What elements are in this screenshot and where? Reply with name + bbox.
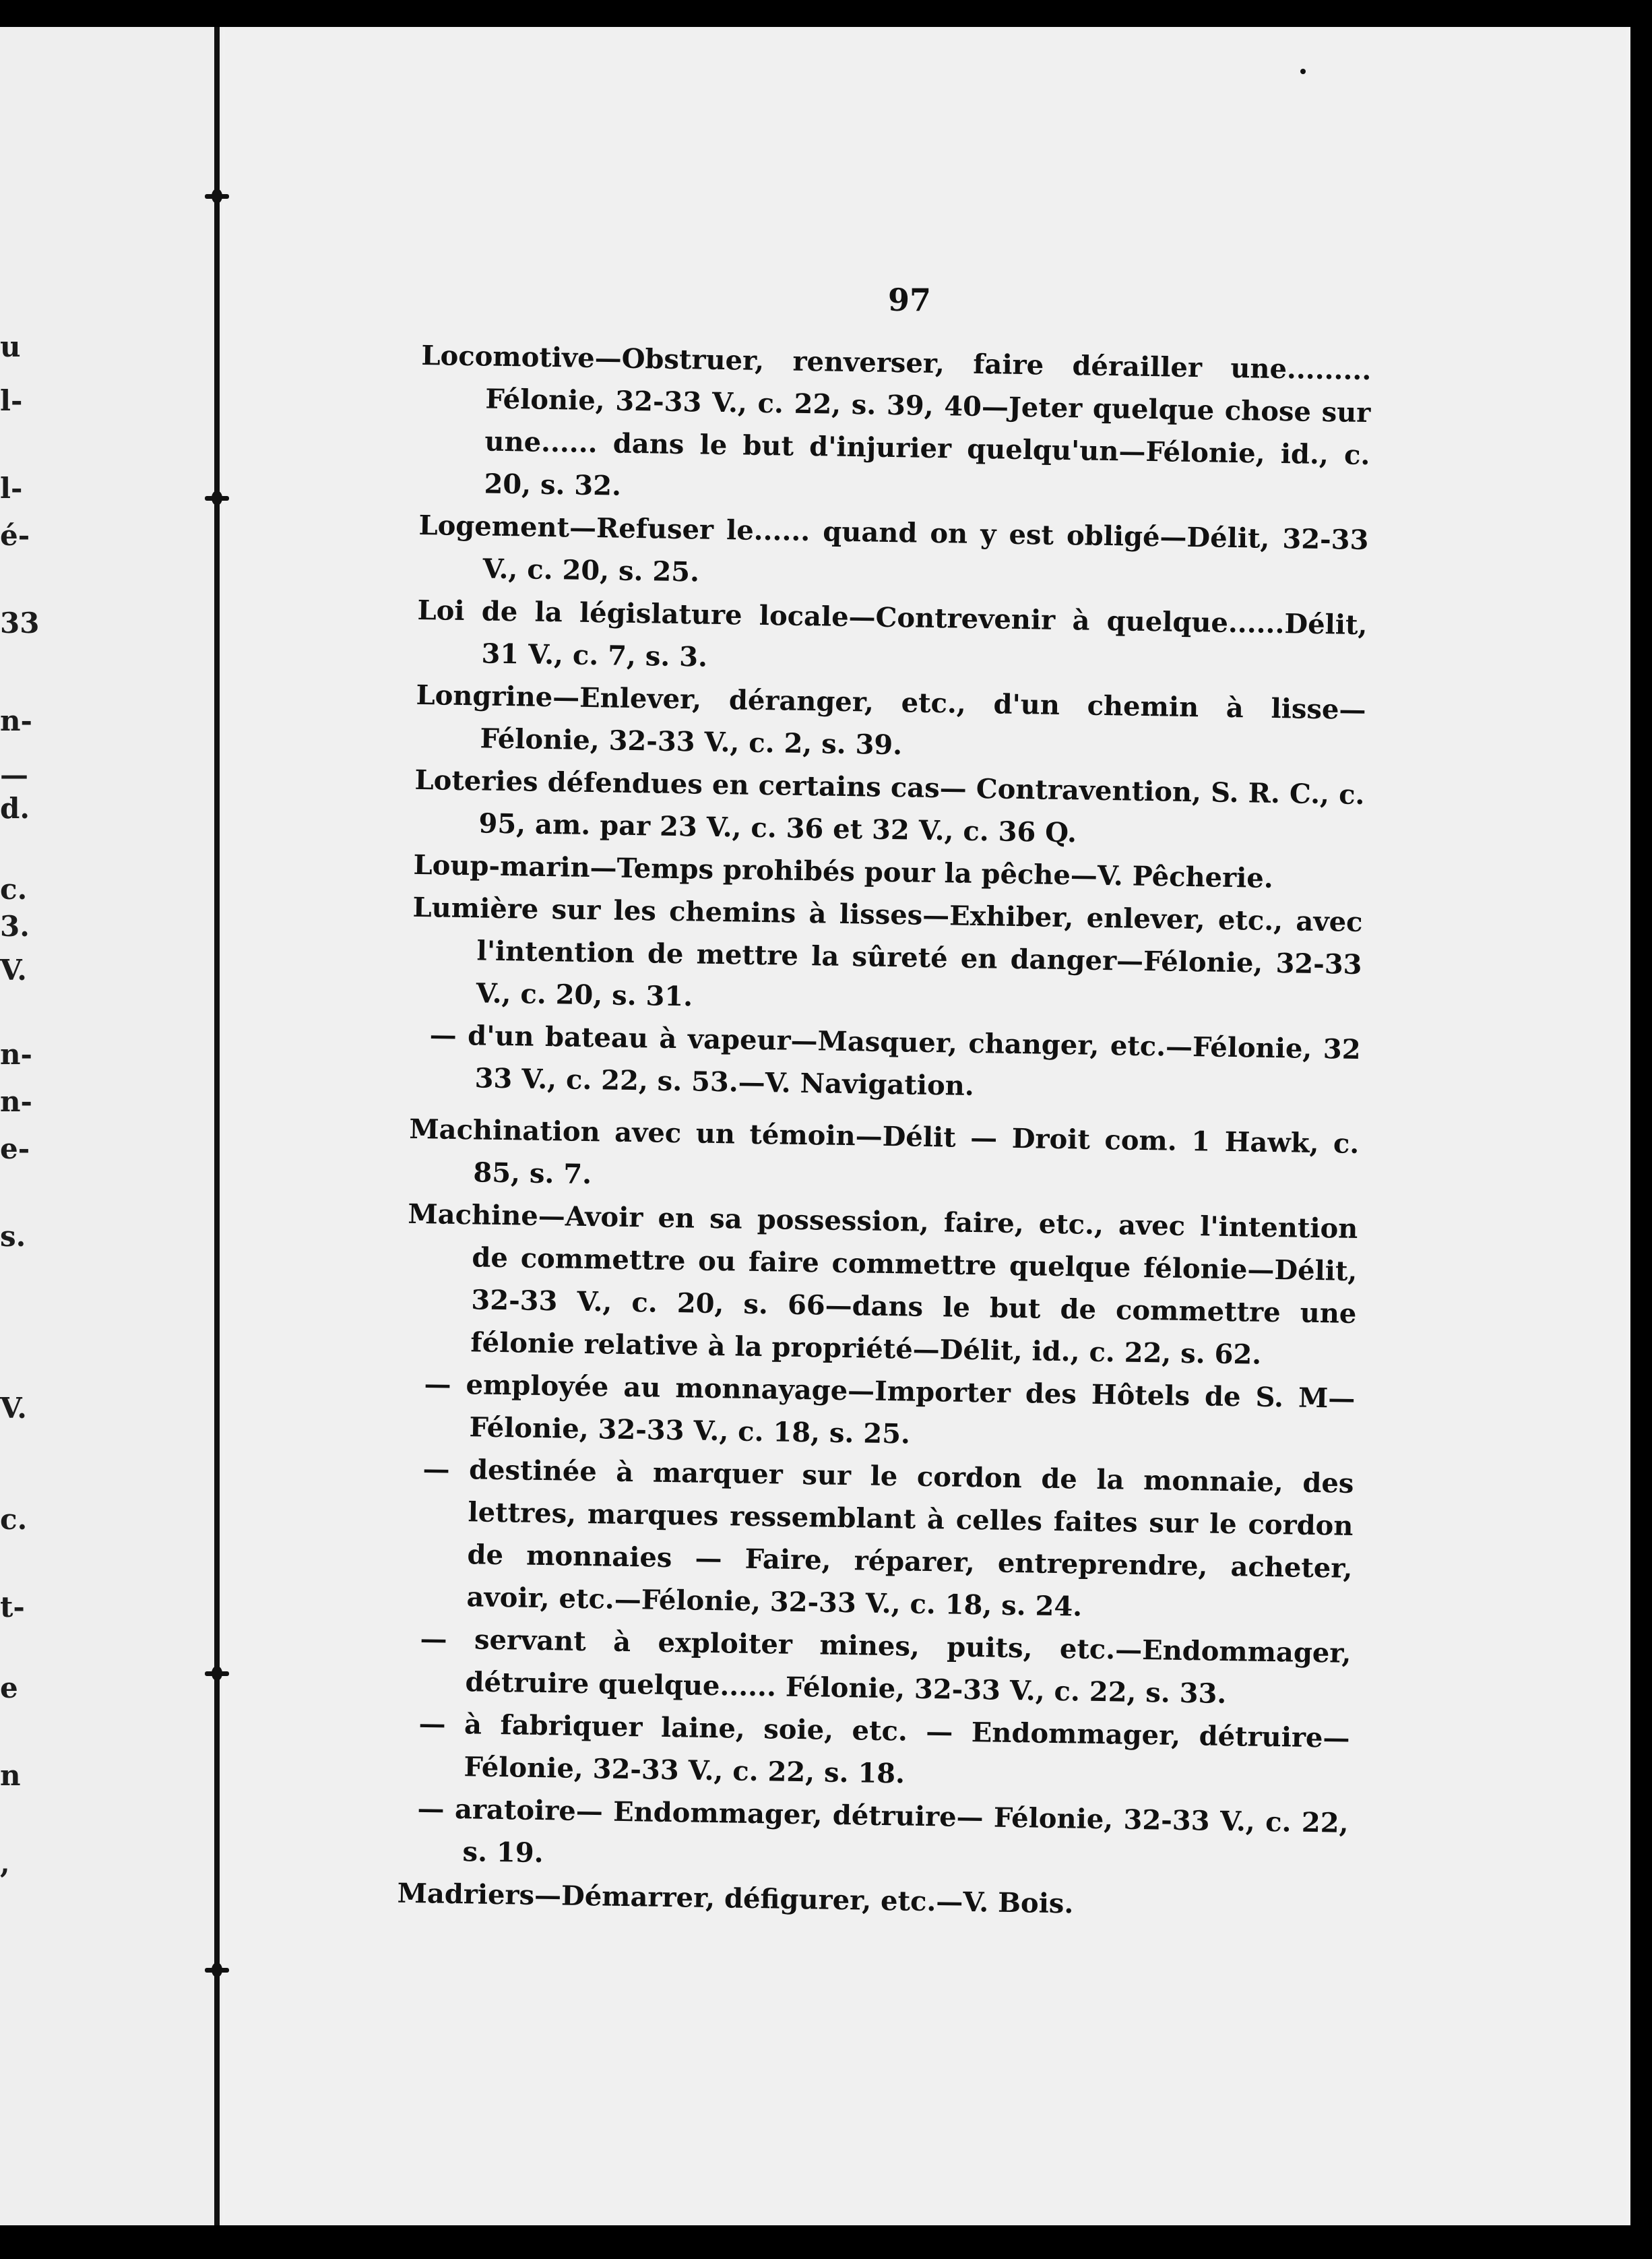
left-page-fragment: n- xyxy=(0,1038,32,1071)
left-page-fragment: l- xyxy=(0,384,23,417)
ink-speck xyxy=(1300,69,1306,74)
index-entry: — d'un bateau à vapeur—Masquer, changer, etc.—Félonie, 32 33 V., c. 22, s. 53.—V. Navigation. xyxy=(429,1019,1361,1103)
index-entry: — destinée à marquer sur le cordon de la monnaie, des lettres, marques ressemblant à celles faites sur le cordon de monnaies — Faire, réparer, entreprendre, acheter, avoir, etc.—Félonie, 32-33 V., c. 18, s. 24. xyxy=(422,1453,1354,1623)
page-number: 97 xyxy=(888,282,932,318)
left-page-fragment: u xyxy=(0,330,21,363)
index-entry: Loteries défendues en certains cas— Contravention, S. R. C., c. 95, am. par 23 V., c. 36 et 32 V., c. 36 Q. xyxy=(414,764,1365,849)
left-page-fragment: , xyxy=(0,1847,10,1880)
left-page-fragment: c. xyxy=(0,1503,28,1536)
index-entry: Locomotive—Obstruer, renverser, faire dérailler une......... Félonie, 32-33 V., c. 22, s. 39, 40—Jeter quelque chose sur une...... dans le but d'injurier quelqu'un—Félonie, id., c. 20, s. 32. xyxy=(421,339,1372,502)
left-page-fragment: d. xyxy=(0,792,30,825)
index-entry: Loup-marin—Temps prohibés pour la pêche—V. Pêcherie. xyxy=(413,848,1274,894)
binding-stitch xyxy=(205,194,229,199)
left-page-fragment: 3. xyxy=(0,910,30,943)
binding-stitch xyxy=(205,496,229,501)
binding-stitch xyxy=(205,1671,229,1676)
left-page-fragment: n- xyxy=(0,704,32,737)
index-entry: Madriers—Démarrer, défigurer, etc.—V. Bois. xyxy=(397,1877,1074,1920)
book-gutter xyxy=(214,27,220,2225)
index-entry: Loi de la législature locale—Contrevenir à quelque......Délit, 31 V., c. 7, s. 3. xyxy=(417,594,1368,673)
left-page-fragment: é- xyxy=(0,519,30,552)
index-entry: Longrine—Enlever, déranger, etc., d'un chemin à lisse—Félonie, 32-33 V., c. 2, s. 39. xyxy=(416,679,1366,762)
left-page-fragment: s. xyxy=(0,1220,26,1253)
left-page-fragment: n- xyxy=(0,1085,32,1118)
index-entry: Lumière sur les chemins à lisses—Exhiber, enlever, etc., avec l'intention de mettre la sûreté en danger—Félonie, 32-33 V., c. 20, s. 31. xyxy=(412,891,1363,1013)
index-entry: — à fabriquer laine, soie, etc. — Endommager, détruire— Félonie, 32-33 V., c. 22, s. 18. xyxy=(418,1708,1350,1790)
left-page-fragment: — xyxy=(0,758,28,791)
left-page-fragment: e- xyxy=(0,1132,30,1165)
binding-stitch xyxy=(205,1968,229,1973)
left-page-edge xyxy=(0,27,222,2225)
index-entries xyxy=(397,334,1372,1929)
left-page-fragment: e xyxy=(0,1671,18,1704)
left-page-fragment: 33 xyxy=(0,607,40,640)
index-entry: — aratoire— Endommager, détruire— Félonie, 32-33 V., c. 22, s. 19. xyxy=(417,1793,1349,1869)
index-entry: Logement—Refuser le...... quand on y est obligé—Délit, 32-33 V., c. 20, s. 25. xyxy=(418,509,1369,588)
left-page-fragment: t- xyxy=(0,1590,25,1623)
index-entry: Machine—Avoir en sa possession, faire, etc., avec l'intention de commettre ou faire commettre quelque félonie—Délit, 32-33 V., c. 20, s. 66—dans le but de commettre une félonie relative à la propriété—Délit, id., c. 22, s. 62. xyxy=(408,1198,1358,1371)
scanned-book-spread xyxy=(0,27,1630,2225)
left-page-fragment: l- xyxy=(0,472,23,505)
left-page-fragment: V. xyxy=(0,954,27,987)
left-page-fragment: c. xyxy=(0,873,28,906)
index-entry: — employée au monnayage—Importer des Hôtels de S. M— Félonie, 32-33 V., c. 18, s. 25. xyxy=(424,1368,1356,1450)
left-page-fragment: V. xyxy=(0,1392,27,1425)
index-entry: — servant à exploiter mines, puits, etc.—Endommager, détruire quelque...... Félonie, 32-33 V., c. 22, s. 33. xyxy=(420,1623,1352,1710)
left-page-fragment: n xyxy=(0,1759,21,1792)
index-entry: Machination avec un témoin—Délit — Droit com. 1 Hawk, c. 85, s. 7. xyxy=(409,1113,1360,1191)
